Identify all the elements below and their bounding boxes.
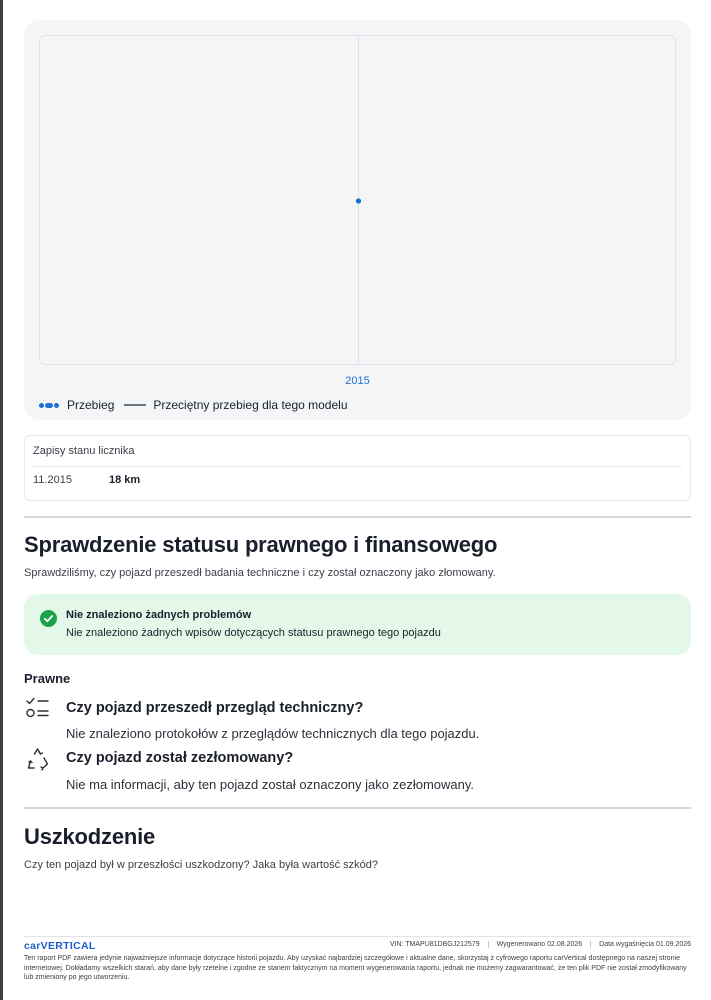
legal-section-heading: Sprawdzenie statusu prawnego i finansowego (24, 532, 498, 557)
legal-subsection-label: Prawne (24, 671, 71, 686)
section-divider (24, 516, 691, 518)
mileage-chart-card (24, 20, 691, 420)
legal-status-banner (24, 594, 691, 655)
divider (33, 466, 682, 467)
legend-label-mileage: Przebieg (67, 398, 115, 412)
recycle-icon (25, 746, 51, 772)
legal-status-text: Nie znaleziono żadnych wpisów dotyczących statusu prawnego tego pojazdu (66, 627, 441, 639)
odometer-row-value: 18 km (109, 474, 141, 486)
legend-line-icon (124, 404, 146, 406)
damage-section-subtitle: Czy ten pojazd był w przeszłości uszkodzony? Jaka była wartość szkód? (24, 859, 378, 871)
legend-label-average: Przeciętny przebieg dla tego modelu (153, 398, 348, 412)
legal-section-subtitle: Sprawdziliśmy, czy pojazd przeszedł badania techniczne i czy został oznaczony jako złomowany. (24, 567, 496, 579)
checklist-icon (25, 696, 51, 722)
mileage-data-point[interactable] (356, 198, 361, 203)
mileage-chart (40, 36, 676, 365)
x-tick-label: 2015 (345, 375, 370, 387)
report-generated-date: Wygenerowano 02.08.2026 (489, 941, 592, 948)
legal-status-title: Nie znaleziono żadnych problemów (66, 609, 252, 621)
footer-disclaimer: Ten raport PDF zawiera jedynie najważniejsze informacje dotyczące historii pojazdu. Aby uzyskać najbardziej szczegółowe i aktualne dane, skorzystaj z cyfrowego raportu carVertical dostępnego na naszej stronie internetowej. Dokładamy wszelkich starań, aby dane były rzetelne i zgodne ze stanem faktycznym na moment wygenerowania raportu, jednak nie możemy zagwarantować, że ten plik PDF nie został zmodyfikowany lub zmieniony po jego utworzeniu. (24, 955, 687, 981)
check-circle-icon (40, 610, 57, 627)
odometer-records-title: Zapisy stanu licznika (33, 445, 135, 457)
legend-dots-icon (39, 403, 60, 408)
report-expiry-date: Data wygaśnięcia 01.09.2026 (599, 941, 691, 948)
carvertical-logo: carVERTICAL (24, 940, 96, 952)
section-divider (24, 807, 691, 809)
scrapped-question-answer: Nie ma informacji, aby ten pojazd został oznaczony jako zezłomowany. (66, 777, 475, 792)
odometer-row-date: 11.2015 (33, 474, 72, 486)
page-edge-rule (0, 0, 3, 1000)
report-vin: VIN: TMAPU81DBGJ212579 (382, 941, 489, 948)
odometer-records-table (24, 435, 691, 501)
mileage-chart-plot (39, 35, 676, 365)
inspection-question-answer: Nie znaleziono protokołów z przeglądów technicznych dla tego pojazdu. (66, 726, 480, 741)
footer-divider (24, 936, 691, 937)
damage-section-heading: Uszkodzenie (24, 824, 156, 849)
x-axis-ticks (39, 365, 676, 395)
scrapped-question-title: Czy pojazd został zezłomowany? (66, 750, 294, 766)
legend-item-average (124, 398, 347, 412)
inspection-question-title: Czy pojazd przeszedł przegląd techniczny? (66, 700, 364, 716)
chart-legend (39, 398, 358, 412)
legend-item-mileage (39, 398, 114, 412)
report-meta (382, 941, 691, 948)
